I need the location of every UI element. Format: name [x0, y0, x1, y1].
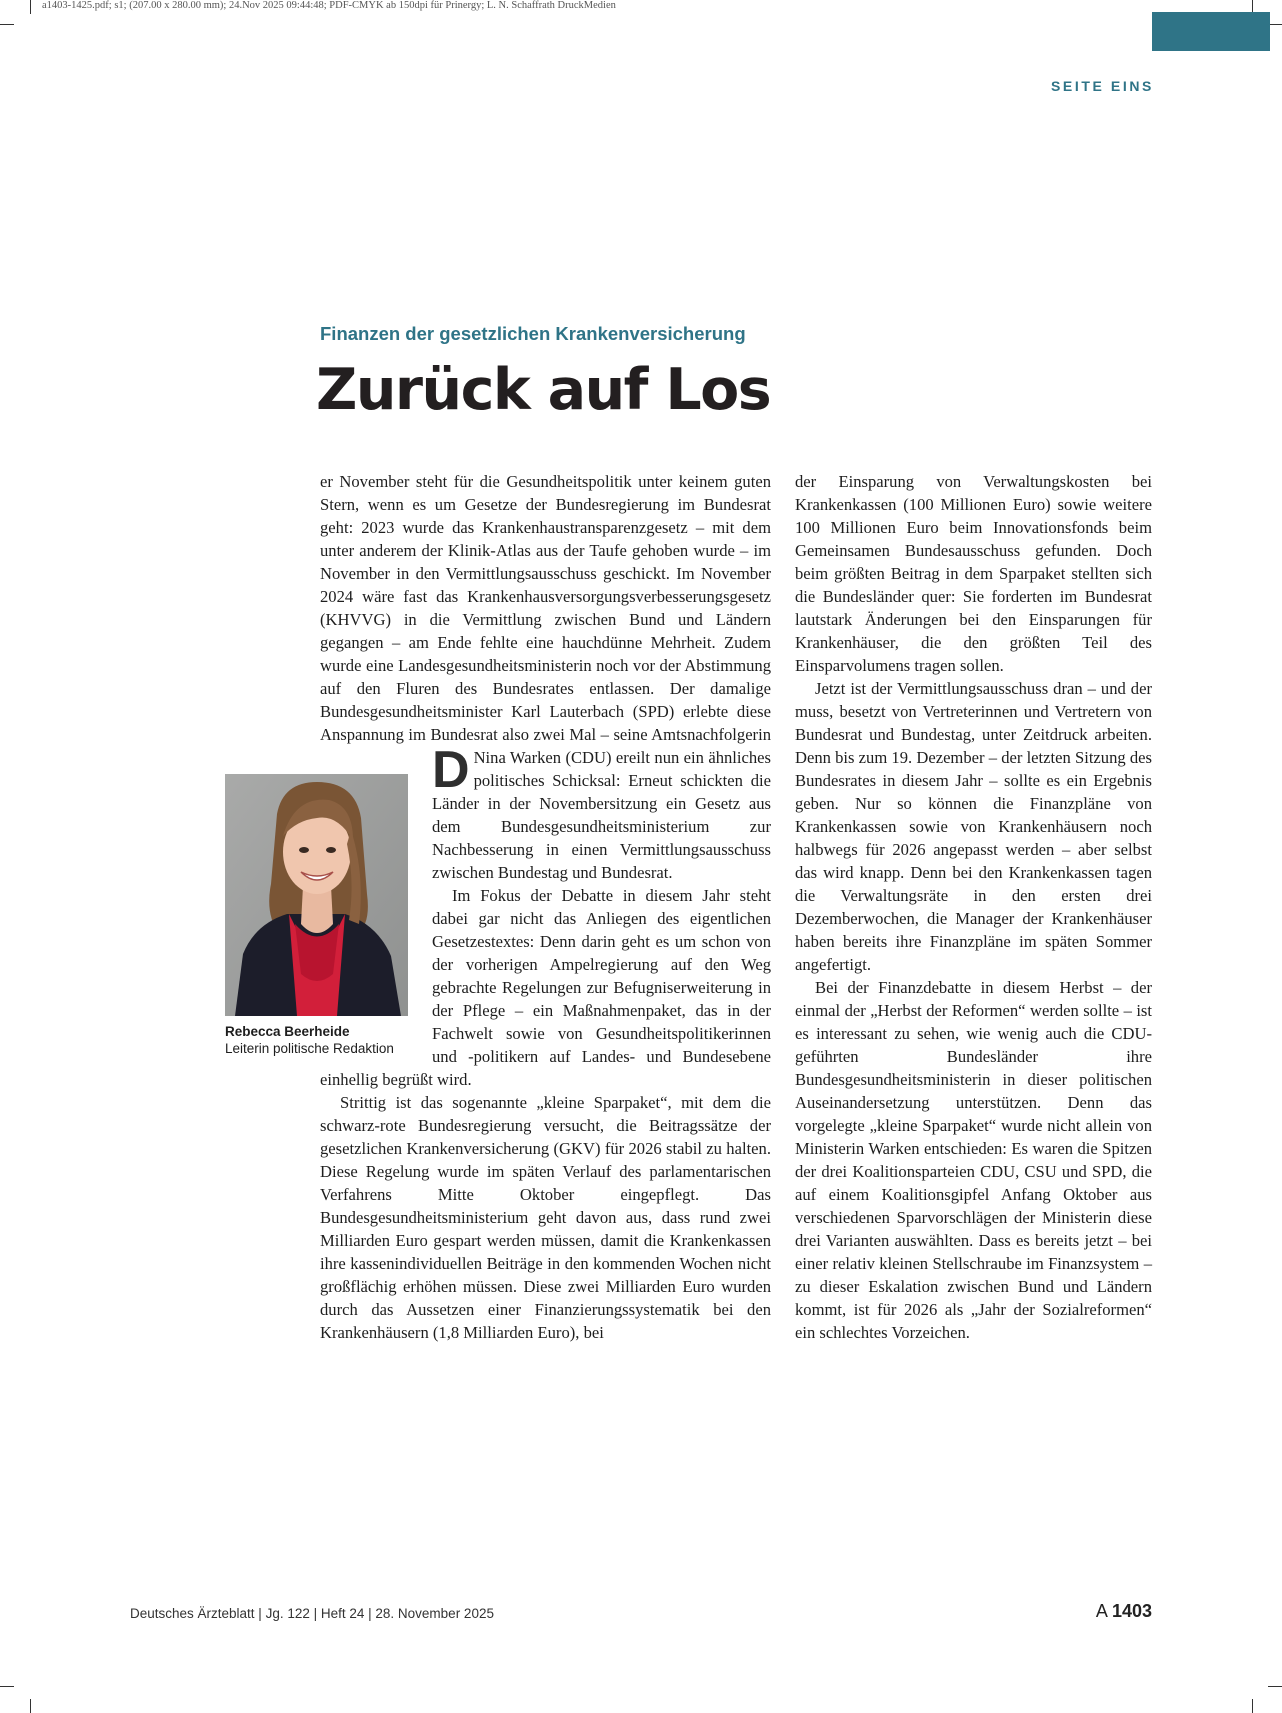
print-info-line: a1403-1425.pdf; s1; (207.00 x 280.00 mm); 24.Nov 2025 09:44:48; PDF-CMYK ab 150dpi für Prinergy; L. N. Schaffrath DruckMedien: [42, 0, 616, 11]
crop-mark: [30, 0, 31, 14]
paragraph: Bei der Finanzdebatte in diesem Herbst – der einmal der „Herbst der Reformen“ werden sollte – ist es interessant zu sehen, wie wenig auch die CDU-geführten Bundesländer ihre Bundesgesundheitsministerin in dieser politischen Auseinandersetzung unterstützen. Denn das vorgelegte „kleine Sparpaket“ wurde nicht allein von Ministerin Warken entschieden: Es waren die Spitzen der drei Koalitionsparteien CDU, CSU und SPD, die auf einem Koalitionsgipfel Anfang Oktober aus verschiedenen Sparvorschlägen der Ministerin diese drei Varianten auswählten. Dass es bereits jetzt – bei einer relativ kleinen Stellschraube im Finanzsystem – zu dieser Eskalation zwischen Bund und Ländern kommt, ist für 2026 als „Jahr der Sozialreformen“ ein schlechtes Vorzeichen.: [795, 978, 1152, 1342]
drop-cap: D: [432, 741, 470, 799]
author-name: Rebecca Beerheide: [225, 1024, 350, 1039]
paragraph: Strittig ist das sogenannte „kleine Sparpaket“, mit dem die schwarz-rote Bundesregierung versucht, die Beitragssätze der gesetzlichen Krankenversicherung (GKV) für 2026 stabil zu halten. Diese Regelung wurde im späten Verlauf des parlamentarischen Verfahrens Mitte Oktober eingepflegt. Das Bundesgesundheitsministerium geht davon aus, dass rund zwei Milliarden Euro gespart werden müssen, damit die Krankenkassen ihre kassenindividuellen Beiträge in den kommenden Wochen nicht großflächig erhöhen müssen. Diese zwei Milliarden Euro wurden durch das Aussetzen einer Finanzierungssystematik bei den Krankenhäusern (1,8 Milliarden Euro), bei: [320, 1093, 771, 1342]
crop-mark: [0, 1686, 14, 1687]
paragraph: der Einsparung von Verwaltungskosten bei Krankenkassen (100 Millionen Euro) sowie weitere 100 Millionen Euro beim Innovationsfonds beim Gemeinsamen Bundesausschuss gefunden. Doch beim größten Beitrag in dem Sparpaket stellten sich die Bundesländer quer: Sie forderten im Bundesrat lautstark Änderungen bei den Einsparungen für Krankenhäuser, die den größten Teil des Einsparvolumens tragen sollen.: [795, 472, 1152, 675]
crop-mark: [1268, 1686, 1282, 1687]
paragraph-text: er November steht für die Gesundheitspolitik unter keinem guten Stern, wenn es um Gesetze der Bundesregierung im Bundesrat geht: 2023 wurde das Krankenhaustransparenzgesetz – mit dem unter anderem der Klinik-Atlas aus der Taufe gehoben wurde – im November in den Vermittlungsausschuss geschickt. Im November 2024 wäre fast das Krankenhausversorgungsverbesserungsgesetz (KHVVG) in die Vermittlung zwischen Bund und Ländern gegangen – am Ende fehlte eine hauchdünne Mehrheit. Zudem wurde eine Landesgesundheitsministerin noch vor der Abstimmung auf den Fluren des Bundesrates entlassen. Der damalige Bundesgesundheitsminister Karl Lauterbach (SPD) erlebte diese Anspannung im Bundesrat also zwei Mal – seine Amtsnachfolgerin Nina Warken (CDU) ereilt nun ein ähnliches politisches Schicksal: Erneut schickten die Länder in der Novembersitzung ein Gesetz aus dem Bundesgesundheitsministerium zur Nachbesserung in einen Vermittlungsausschuss zwischen Bundestag und Bundesrat.: [320, 472, 771, 882]
author-portrait: [225, 774, 408, 1016]
crop-mark: [1252, 1699, 1253, 1713]
page-number: 1403: [1111, 1601, 1152, 1621]
crop-mark: [30, 1699, 31, 1713]
article-kicker: Finanzen der gesetzlichen Krankenversicherung: [320, 323, 746, 344]
section-label: SEITE EINS: [1050, 78, 1154, 94]
page-prefix: A: [1095, 1601, 1107, 1621]
paragraph: Jetzt ist der Vermittlungsausschuss dran – und der muss, besetzt von Vertreterinnen und Vertretern von Bundesrat und Bundestag, unter Zeitdruck arbeiten. Denn bis zum 19. Dezember – der letzten Sitzung des Bundesrates in diesem Jahr – sollte es ein Ergebnis geben. Nur so können die Finanzpläne von Krankenkassen sowie von Krankenhäusern noch halbwegs für 2026 angepasst werden – aber selbst das wird knapp. Denn bei den Krankenkassen tagen die Verwaltungsräte in den ersten drei Dezemberwochen, die Manager der Krankenhäuser haben bereits ihre Finanzpläne im späten Sommer angefertigt.: [795, 679, 1152, 974]
section-color-tab: [1152, 12, 1270, 51]
crop-mark: [1268, 24, 1282, 25]
article-headline: Zurück auf Los: [316, 357, 771, 423]
author-role: Leiterin politische Redaktion: [225, 1041, 394, 1056]
article-column-right: [795, 470, 1152, 1470]
paragraph: Im Fokus der Debatte in diesem Jahr steht dabei gar nicht das Anliegen des eigentlichen Gesetzestextes: Denn darin geht es um schon von der vorherigen Ampelregierung auf den Weg gebrachte Regelungen zur Befugniserweiterung in der Pflege – ein Maßnahmenpaket, das in der Fachwelt sowie von Gesundheitspolitikerinnen und -politikern auf Landes- und Bundesebene einhellig begrüßt wird.: [320, 886, 771, 1089]
footer-page: [1040, 1601, 1152, 1622]
footer-publication: Deutsches Ärzteblatt | Jg. 122 | Heft 24 | 28. November 2025: [130, 1606, 494, 1621]
crop-mark: [0, 24, 14, 25]
